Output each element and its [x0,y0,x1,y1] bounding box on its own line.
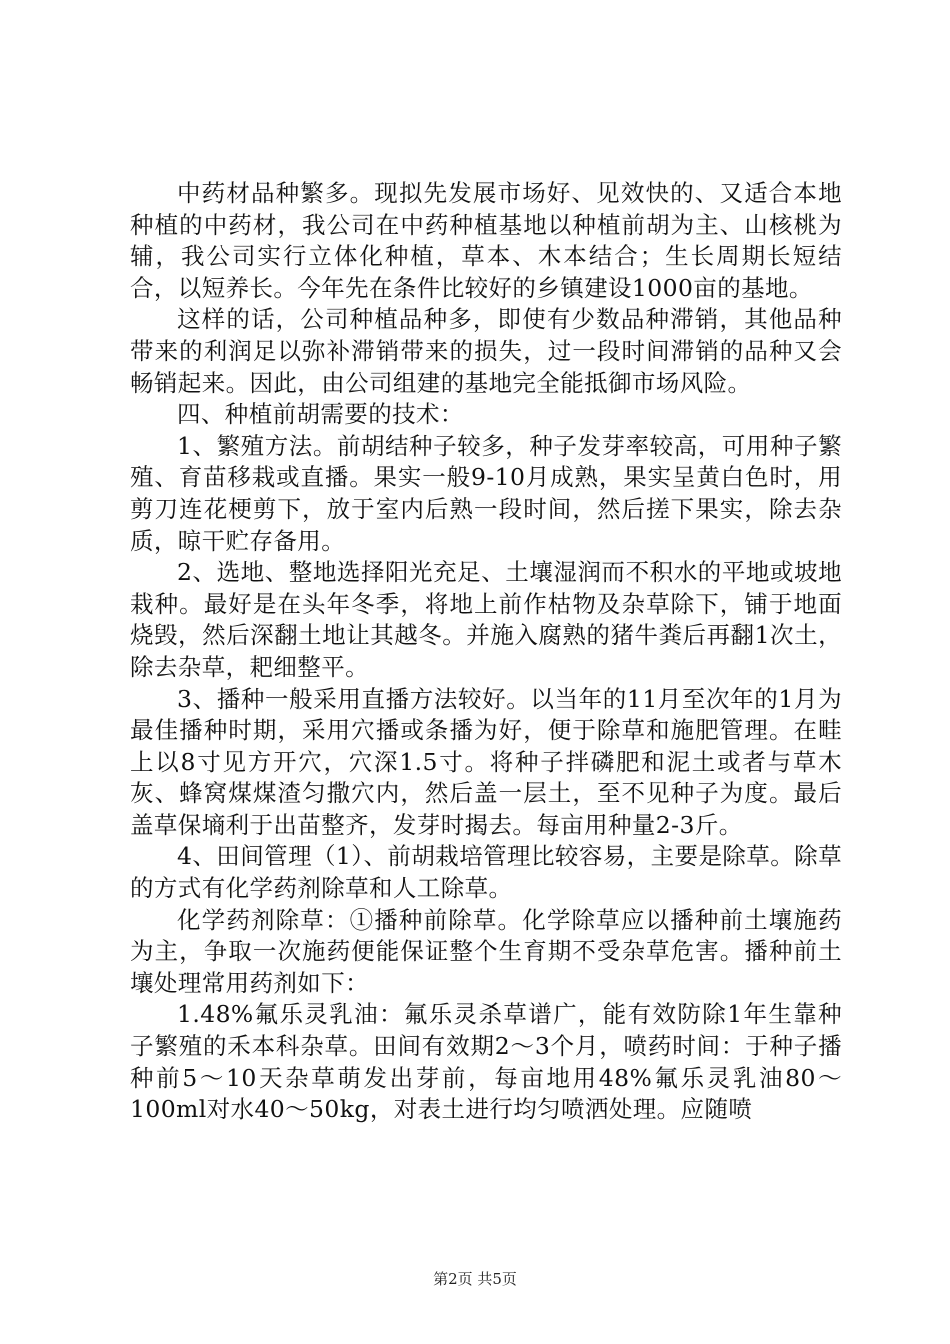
page-footer: 第2页 共5页 [433,1270,517,1288]
paragraph-propagation: 1、繁殖方法。前胡结种子较多，种子发芽率较高，可用种子繁殖、育苗移栽或直播。果实一般9-10月成熟，果实呈黄白色时，用剪刀连花梗剪下，放于室内后熟一段时间，然后搓下果实，除去杂质，晾干贮存备用。 [130,431,842,555]
paragraph-field-management: 4、田间管理（1）、前胡栽培管理比较容易，主要是除草。除草的方式有化学药剂除草和人工除草。 [130,842,842,903]
section-heading-4: 四、种植前胡需要的技术： [177,400,464,429]
paragraph-2: 这样的话，公司种植品种多，即使有少数品种滞销，其他品种带来的利润足以弥补滞销带来的损失，过一段时间滞销的品种又会畅销起来。因此，由公司组建的基地完全能抵御市场风险。 [130,305,842,397]
document-body [130,178,842,1126]
paragraph-1: 中药材品种繁多。现拟先发展市场好、见效快的、又适合本地种植的中药材，我公司在中药种植基地以种植前胡为主、山核桃为辅，我公司实行立体化种植，草本、木本结合；生长周期长短结合，以短养长。今年先在条件比较好的乡镇建设1000亩的基地。 [130,179,842,302]
paragraph-sowing: 3、播种一般采用直播方法较好。以当年的11月至次年的1月为最佳播种时期，采用穴播或条播为好，便于除草和施肥管理。在畦上以8寸见方开穴，穴深1.5寸。将种子拌磷肥和泥土或者与草木灰、蜂窝煤煤渣匀撒穴内，然后盖一层土，至不见种子为度。最后盖草保墒利于出苗整齐，发芽时揭去。每亩用种量2-3斤。 [130,684,842,839]
paragraph-site-selection: 2、选地、整地选择阳光充足、土壤湿润而不积水的平地或坡地栽种。最好是在头年冬季，将地上前作枯物及杂草除下，铺于地面烧毁，然后深翻土地让其越冬。并施入腐熟的猪牛粪后再翻1次土，除去杂草，耙细整平。 [130,558,842,681]
paragraph-chemical-weeding: 化学药剂除草：①播种前除草。化学除草应以播种前土壤施药为主，争取一次施药便能保证整个生育期不受杂草危害。播种前土壤处理常用药剂如下： [130,905,842,997]
paragraph-trifluralin: 1.48%氟乐灵乳油：氟乐灵杀草谱广，能有效防除1年生靠种子繁殖的禾本科杂草。田间有效期2～3个月，喷药时间：于种子播种前5～10天杂草萌发出芽前，每亩地用48%氟乐灵乳油80～100ml对水40～50kg，对表土进行均匀喷洒处理。应随喷 [130,1000,842,1124]
